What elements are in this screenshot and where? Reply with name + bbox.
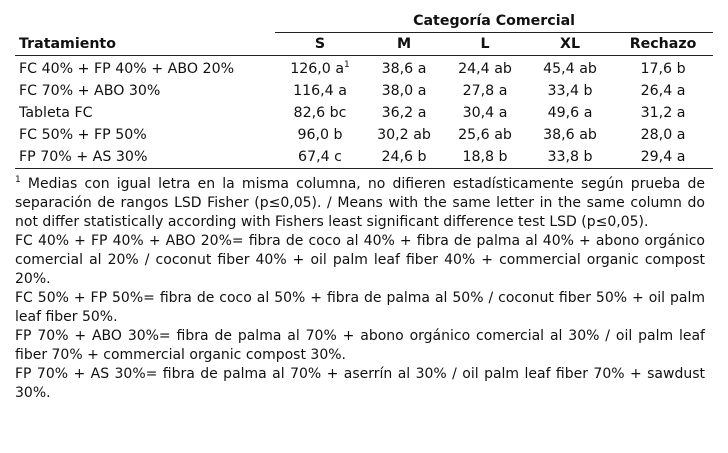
value-cell: 25,6 ab	[458, 127, 512, 143]
value-cell	[275, 56, 365, 81]
footnote-marker: 1	[15, 175, 21, 185]
table-row	[15, 124, 713, 146]
treatment-cell: FP 70% + AS 30%	[15, 146, 275, 169]
value-cell: 67,4 c	[275, 146, 365, 169]
value-cell: 45,4 ab	[543, 61, 597, 77]
value-cell: 30,2 ab	[377, 127, 431, 143]
value-cell: 38,6 a	[381, 61, 427, 77]
treatment-cell: FC 50% + FP 50%	[19, 127, 147, 143]
treatment-column-header: Tratamiento	[15, 33, 275, 56]
value-cell: 96,0 b	[297, 127, 343, 143]
table-notes	[15, 175, 705, 403]
treatment-cell: FC 40% + FP 40% + ABO 20%	[19, 61, 235, 77]
treatment-cell: FC 70% + ABO 30%	[19, 83, 161, 99]
value-cell: 29,4 a	[613, 146, 713, 169]
value-cell: 38,0 a	[381, 83, 427, 99]
column-header-m: M	[365, 33, 443, 56]
value-cell: 33,4 b	[547, 83, 593, 99]
table-row	[15, 146, 713, 169]
value-cell: 18,8 b	[443, 146, 527, 169]
commercial-category-header: Categoría Comercial	[275, 10, 713, 33]
value-cell: 24,4 ab	[458, 61, 512, 77]
footnote	[15, 175, 705, 232]
value-cell: 82,6 bc	[293, 105, 347, 121]
abbreviation-definition: FP 70% + ABO 30%= fibra de palma al 70% + abono orgánico comercial al 30% / oil palm leaf fiber 70% + commercial organic compost 30%.	[15, 328, 705, 363]
value-cell: 28,0 a	[640, 127, 686, 143]
table-row	[15, 80, 713, 102]
table-empty-corner	[15, 10, 275, 33]
abbreviation-definition: FC 50% + FP 50%= fibra de coco al 50% + fibra de palma al 50% / coconut fiber 50% + oil palm leaf fiber 50%.	[15, 290, 705, 325]
value-cell: 31,2 a	[640, 105, 686, 121]
abbreviation-definition: FP 70% + AS 30%= fibra de palma al 70% + aserrín al 30% / oil palm leaf fiber 70% + sawdust 30%.	[15, 366, 705, 401]
value-cell: 49,6 a	[547, 105, 593, 121]
value-cell: 24,6 b	[365, 146, 443, 169]
footnote-superscript: 1	[344, 60, 350, 70]
table-group-header-row	[15, 10, 713, 33]
column-header-rechazo: Rechazo	[613, 33, 713, 56]
table-row	[15, 56, 713, 81]
table-header-row	[15, 33, 713, 56]
document-page	[15, 10, 713, 403]
value-text: 126,0 a	[290, 61, 345, 77]
value-cell: 17,6 b	[640, 61, 686, 77]
value-cell: 33,8 b	[527, 146, 613, 169]
value-cell: 26,4 a	[640, 83, 686, 99]
value-cell: 30,4 a	[462, 105, 508, 121]
column-header-xl: XL	[527, 33, 613, 56]
value-cell: 27,8 a	[462, 83, 508, 99]
value-cell: 38,6 ab	[543, 127, 597, 143]
results-table	[15, 10, 713, 169]
column-header-l: L	[443, 33, 527, 56]
table-row	[15, 102, 713, 124]
column-header-s: S	[275, 33, 365, 56]
treatment-cell: Tableta FC	[19, 105, 93, 121]
footnote-text: Medias con igual letra en la misma columna, no difieren estadísticamente según prueba de separación de rangos LSD Fisher (p≤0,05). / Means with the same letter in the same column do not differ statistically according with Fishers least significant difference test LSD (p≤0,05).	[15, 176, 705, 230]
value-cell: 36,2 a	[381, 105, 427, 121]
abbreviation-definition: FC 40% + FP 40% + ABO 20%= fibra de coco al 40% + fibra de palma al 40% + abono orgánico comercial al 20% / coconut fiber 40% + oil palm leaf fiber 40% + commercial organic compost 20%.	[15, 233, 705, 287]
value-cell: 116,4 a	[293, 83, 347, 99]
